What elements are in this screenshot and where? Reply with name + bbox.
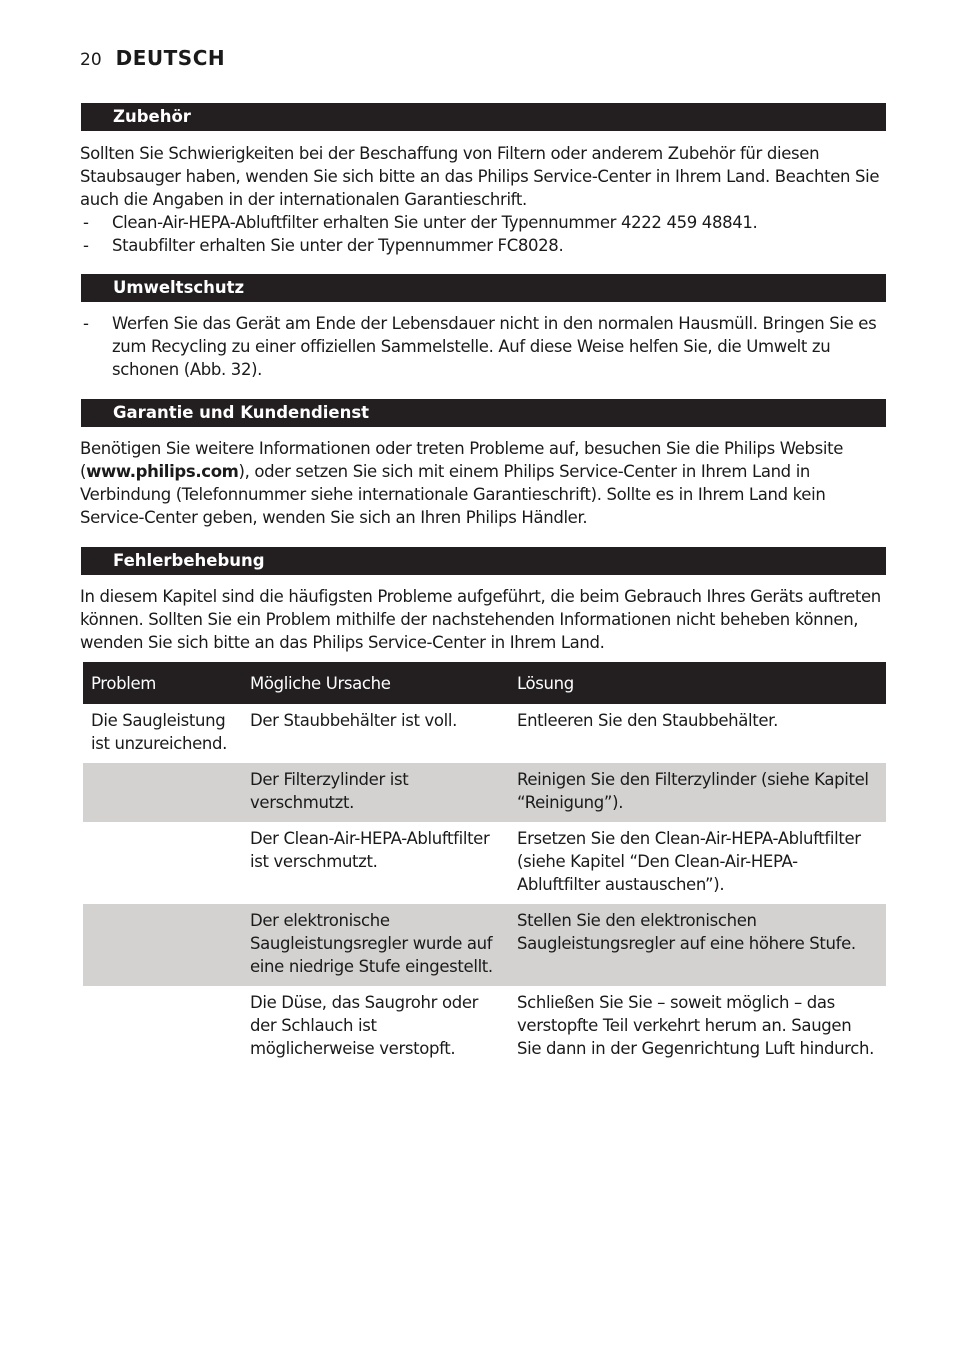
column-header-problem: Problem — [83, 662, 242, 704]
cell-cause: Die Düse, das Saugrohr oder der Schlauch ist möglicherweise verstopft. — [250, 993, 479, 1058]
column-header-cause: Mögliche Ursache — [242, 662, 509, 704]
column-header-solution: Lösung — [509, 662, 886, 704]
section-heading-accessories: Zubehör — [81, 103, 886, 131]
cell-problem — [83, 763, 242, 822]
troubleshooting-intro — [80, 585, 888, 654]
guarantee-text-start: Benötigen Sie weitere Informationen oder treten Probleme auf, besuchen Sie die Philips Website ( — [80, 439, 844, 481]
table-row — [83, 904, 886, 986]
cell-solution: Entleeren Sie den Staubbehälter. — [517, 711, 778, 730]
cell-cause: Der Staubbehälter ist voll. — [250, 711, 458, 730]
accessories-section — [80, 142, 888, 257]
accessories-text: Sollten Sie Schwierigkeiten bei der Beschaffung von Filtern oder anderem Zubehör für diesen Staubsauger haben, wenden Sie sich bitte an das Philips Service-Center in Ihrem Land. Beachten Sie auch die Angaben in der internationalen Garantieschrift. — [80, 144, 880, 209]
list-item: - Staubfilter erhalten Sie unter der Typennummer FC8028. — [80, 234, 888, 257]
section-heading-guarantee: Garantie und Kundendienst — [81, 399, 886, 427]
accessories-list — [80, 211, 888, 257]
troubleshooting-table — [83, 662, 886, 1068]
guarantee-section — [80, 437, 888, 529]
page-number: 20 — [80, 50, 102, 70]
cell-problem: Die Saugleistung ist unzureichend. — [91, 711, 227, 753]
table-row — [83, 822, 886, 904]
language-title: DEUTSCH — [115, 46, 226, 70]
list-item: - Werfen Sie das Gerät am Ende der Lebensdauer nicht in den normalen Hausmüll. Bringen Sie es zum Recycling zu einer offiziellen Sammelstelle. Auf diese Weise helfen Sie, die Umwelt zu schonen (Abb. 32). — [80, 312, 888, 381]
cell-solution: Stellen Sie den elektronischen Saugleistungsregler auf eine höhere Stufe. — [509, 904, 886, 986]
section-heading-troubleshooting: Fehlerbehebung — [81, 547, 886, 575]
guarantee-text-end: ), oder setzen Sie sich mit einem Philips Service-Center in Ihrem Land in Verbindung (Telefonnummer siehe internationale Garantieschrift). Sollte es in Ihrem Land kein Service-Center geben, wenden Sie sich an Ihren Philips Händler. — [80, 462, 826, 527]
cell-cause: Der Filterzylinder ist verschmutzt. — [242, 763, 509, 822]
cell-cause: Der Clean-Air-HEPA-Abluftfilter ist verschmutzt. — [250, 829, 490, 871]
environment-list — [80, 312, 888, 381]
cell-problem — [83, 904, 242, 986]
cell-problem — [83, 986, 242, 1068]
cell-cause: Der elektronische Saugleistungsregler wurde auf eine niedrige Stufe eingestellt. — [242, 904, 509, 986]
cell-solution: Schließen Sie Sie – soweit möglich – das verstopfte Teil verkehrt herum an. Saugen Sie dann in der Gegenrichtung Luft hindurch. — [517, 993, 874, 1058]
table-row — [83, 763, 886, 822]
cell-solution: Ersetzen Sie den Clean-Air-HEPA-Abluftfilter (siehe Kapitel “Den Clean-Air-HEPA-Abluftfilter austauschen”). — [517, 829, 861, 894]
table-header-row — [83, 662, 886, 704]
cell-solution: Reinigen Sie den Filterzylinder (siehe Kapitel “Reinigung”). — [509, 763, 886, 822]
table-row — [83, 986, 886, 1068]
page-header — [80, 46, 225, 70]
list-item: - Clean-Air-HEPA-Abluftfilter erhalten Sie unter der Typennummer 4222 459 48841. — [80, 211, 888, 234]
guarantee-text — [80, 437, 888, 529]
website-link[interactable]: www.philips.com — [86, 462, 239, 481]
environment-section — [80, 312, 888, 381]
table-row — [83, 704, 886, 763]
troubleshooting-intro-text: In diesem Kapitel sind die häufigsten Probleme aufgeführt, die beim Gebrauch Ihres Geräts auftreten können. Sollten Sie ein Problem mithilfe der nachstehenden Informationen nicht beheben können, wenden Sie sich bitte an das Philips Service-Center in Ihrem Land. — [80, 587, 881, 652]
cell-problem — [83, 822, 242, 904]
section-heading-environment: Umweltschutz — [81, 274, 886, 302]
